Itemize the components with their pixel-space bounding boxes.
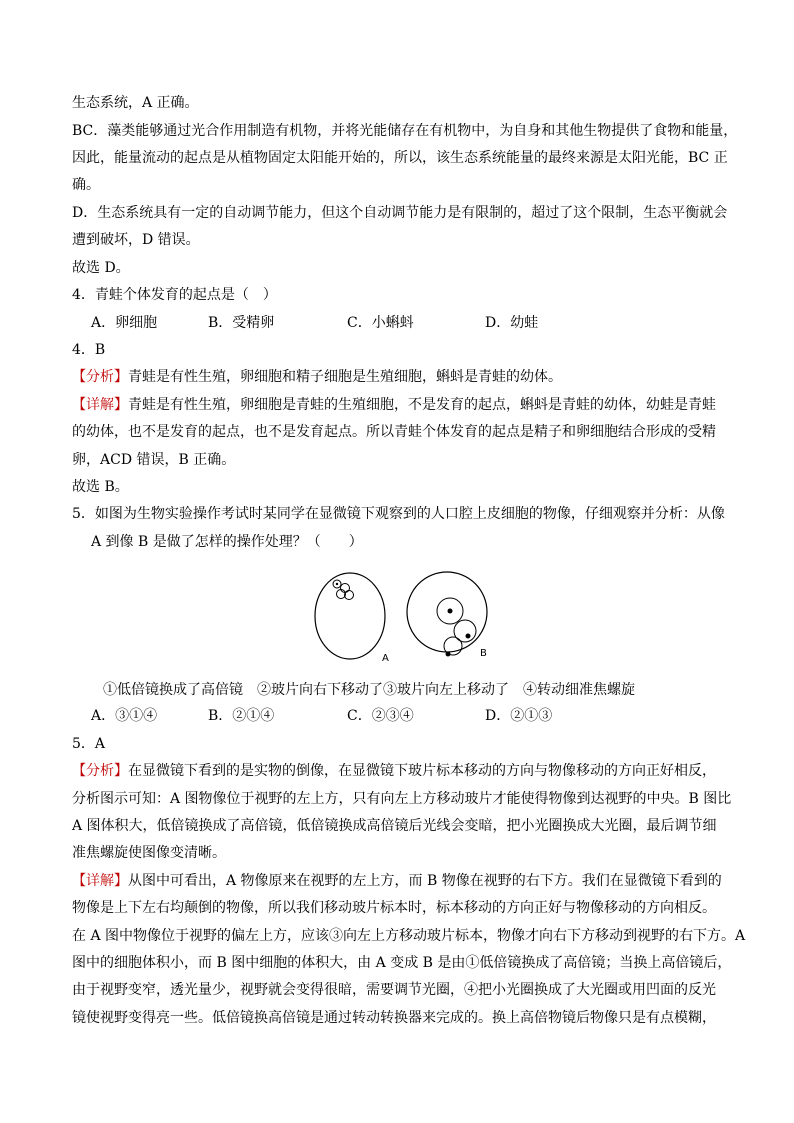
q5-option-d: D．②①③ <box>485 708 553 724</box>
text-line: A 图体积大，低倍镜换成了高倍镜，低倍镜换成高倍镜后光线会变暗，把小光圈换成大光圈，最后调节细 <box>72 818 717 834</box>
q4-answer: 4．B <box>72 342 106 358</box>
q4-conclusion: 故选 B。 <box>72 479 129 495</box>
cell-b <box>454 620 476 642</box>
q5-option-c: C．②③④ <box>347 708 414 724</box>
detail-tag: 【详解】 <box>72 873 128 889</box>
nucleus-b <box>446 652 451 657</box>
label-a: A <box>382 653 389 664</box>
text-line: 分析图示可知：A 图物像位于视野的左上方，只有向左上方移动玻片才能使得物像到达视野的中央。B 图比 <box>72 791 732 807</box>
text-line: 确。 <box>72 177 100 193</box>
text-line: 因此，能量流动的起点是从植物固定太阳能开始的，所以，该生态系统能量的最终来源是太阳光能，BC 正 <box>72 150 728 166</box>
q4-detail <box>72 395 716 415</box>
question-4: 4．青蛙个体发育的起点是（ ） <box>72 287 277 303</box>
analysis-tag: 【分析】 <box>72 369 128 385</box>
q4-analysis <box>72 367 562 387</box>
text-line: 卵，ACD 错误，B 正确。 <box>72 452 236 468</box>
q5-option-b: B．②①④ <box>208 708 275 724</box>
question-5: 5．如图为生物实验操作考试时某同学在显微镜下观察到的人口腔上皮细胞的物像，仔细观察并分析：从像 <box>72 506 725 522</box>
text-line: 故选 D。 <box>72 260 130 276</box>
text-line: 物像是上下左右均颠倒的物像，所以我们移动玻片标本时，标本移动的方向正好与物像移动的方向相反。 <box>72 900 716 916</box>
text-line: D．生态系统具有一定的自动调节能力，但这个自动调节能力是有限制的，超过了这个限制，生态平衡就会 <box>72 205 728 221</box>
microscope-figure <box>300 566 500 666</box>
nucleus-a <box>336 583 338 585</box>
analysis-text: 在显微镜下看到的是实物的倒像，在显微镜下玻片标本移动的方向与物像移动的方向正好相反， <box>128 763 716 779</box>
q5-statements: ①低倍镜换成了高倍镜 ②玻片向右下移动了③玻片向左上移动了 ④转动细准焦螺旋 <box>103 682 635 698</box>
text-line: 由于视野变窄，透光量少，视野就会变得很暗，需要调节光圈，④把小光圈换成了大光圈或用凹面的反光 <box>72 982 716 998</box>
label-b: B <box>480 648 487 659</box>
analysis-text: 青蛙是有性生殖，卵细胞和精子细胞是生殖细胞，蝌蚪是青蛙的幼体。 <box>128 369 562 385</box>
detail-tag: 【详解】 <box>72 397 128 413</box>
text-line: 图中的细胞体积小，而 B 图中细胞的体积大，由 A 变成 B 是由①低倍镜换成了高倍镜；当换上高倍镜后， <box>72 955 732 971</box>
q5-answer: 5．A <box>72 736 106 752</box>
detail-text: 青蛙是有性生殖，卵细胞是青蛙的生殖细胞，不是发育的起点，蝌蚪是青蛙的幼体，幼蛙是青蛙 <box>128 397 716 413</box>
nucleus-b <box>466 634 471 639</box>
field-of-view-a <box>315 573 385 659</box>
q4-option-c: C．小蝌蚪 <box>347 315 414 331</box>
q5-detail <box>72 871 722 891</box>
q5-option-a: A．③①④ <box>91 708 158 724</box>
detail-text: 从图中可看出，A 物像原来在视野的左上方，而 B 物像在视野的右下方。我们在显微镜下看到的 <box>128 873 722 889</box>
text-line: 镜使视野变得亮一些。低倍镜换高倍镜是通过转动转换器来完成的。换上高倍物镜后物像只是有点模糊， <box>72 1010 716 1026</box>
text-line: 准焦螺旋使图像变清晰。 <box>72 845 226 861</box>
nucleus-b <box>448 609 453 614</box>
text-line: 生态系统，A 正确。 <box>72 95 199 111</box>
text-line: BC．藻类能够通过光合作用制造有机物，并将光能储存在有机物中，为自身和其他生物提供了食物和能量， <box>72 123 738 139</box>
text-line: 在 A 图中物像位于视野的偏左上方，应该③向左上方移动玻片标本，物像才向右下方移动到视野的右下方。A <box>72 928 746 944</box>
text-line: 的幼体，也不是发育的起点，也不是发育起点。所以青蛙个体发育的起点是精子和卵细胞结合形成的受精 <box>72 424 716 440</box>
q4-option-d: D．幼蛙 <box>485 315 539 331</box>
analysis-tag: 【分析】 <box>72 763 128 779</box>
question-5-cont: A 到像 B 是做了怎样的操作处理？（ ） <box>91 534 363 550</box>
text-line: 遭到破坏，D 错误。 <box>72 232 200 248</box>
q4-option-b: B．受精卵 <box>208 315 275 331</box>
q5-analysis <box>72 761 716 781</box>
q4-option-a: A．卵细胞 <box>91 315 158 331</box>
field-of-view-b <box>407 572 487 652</box>
